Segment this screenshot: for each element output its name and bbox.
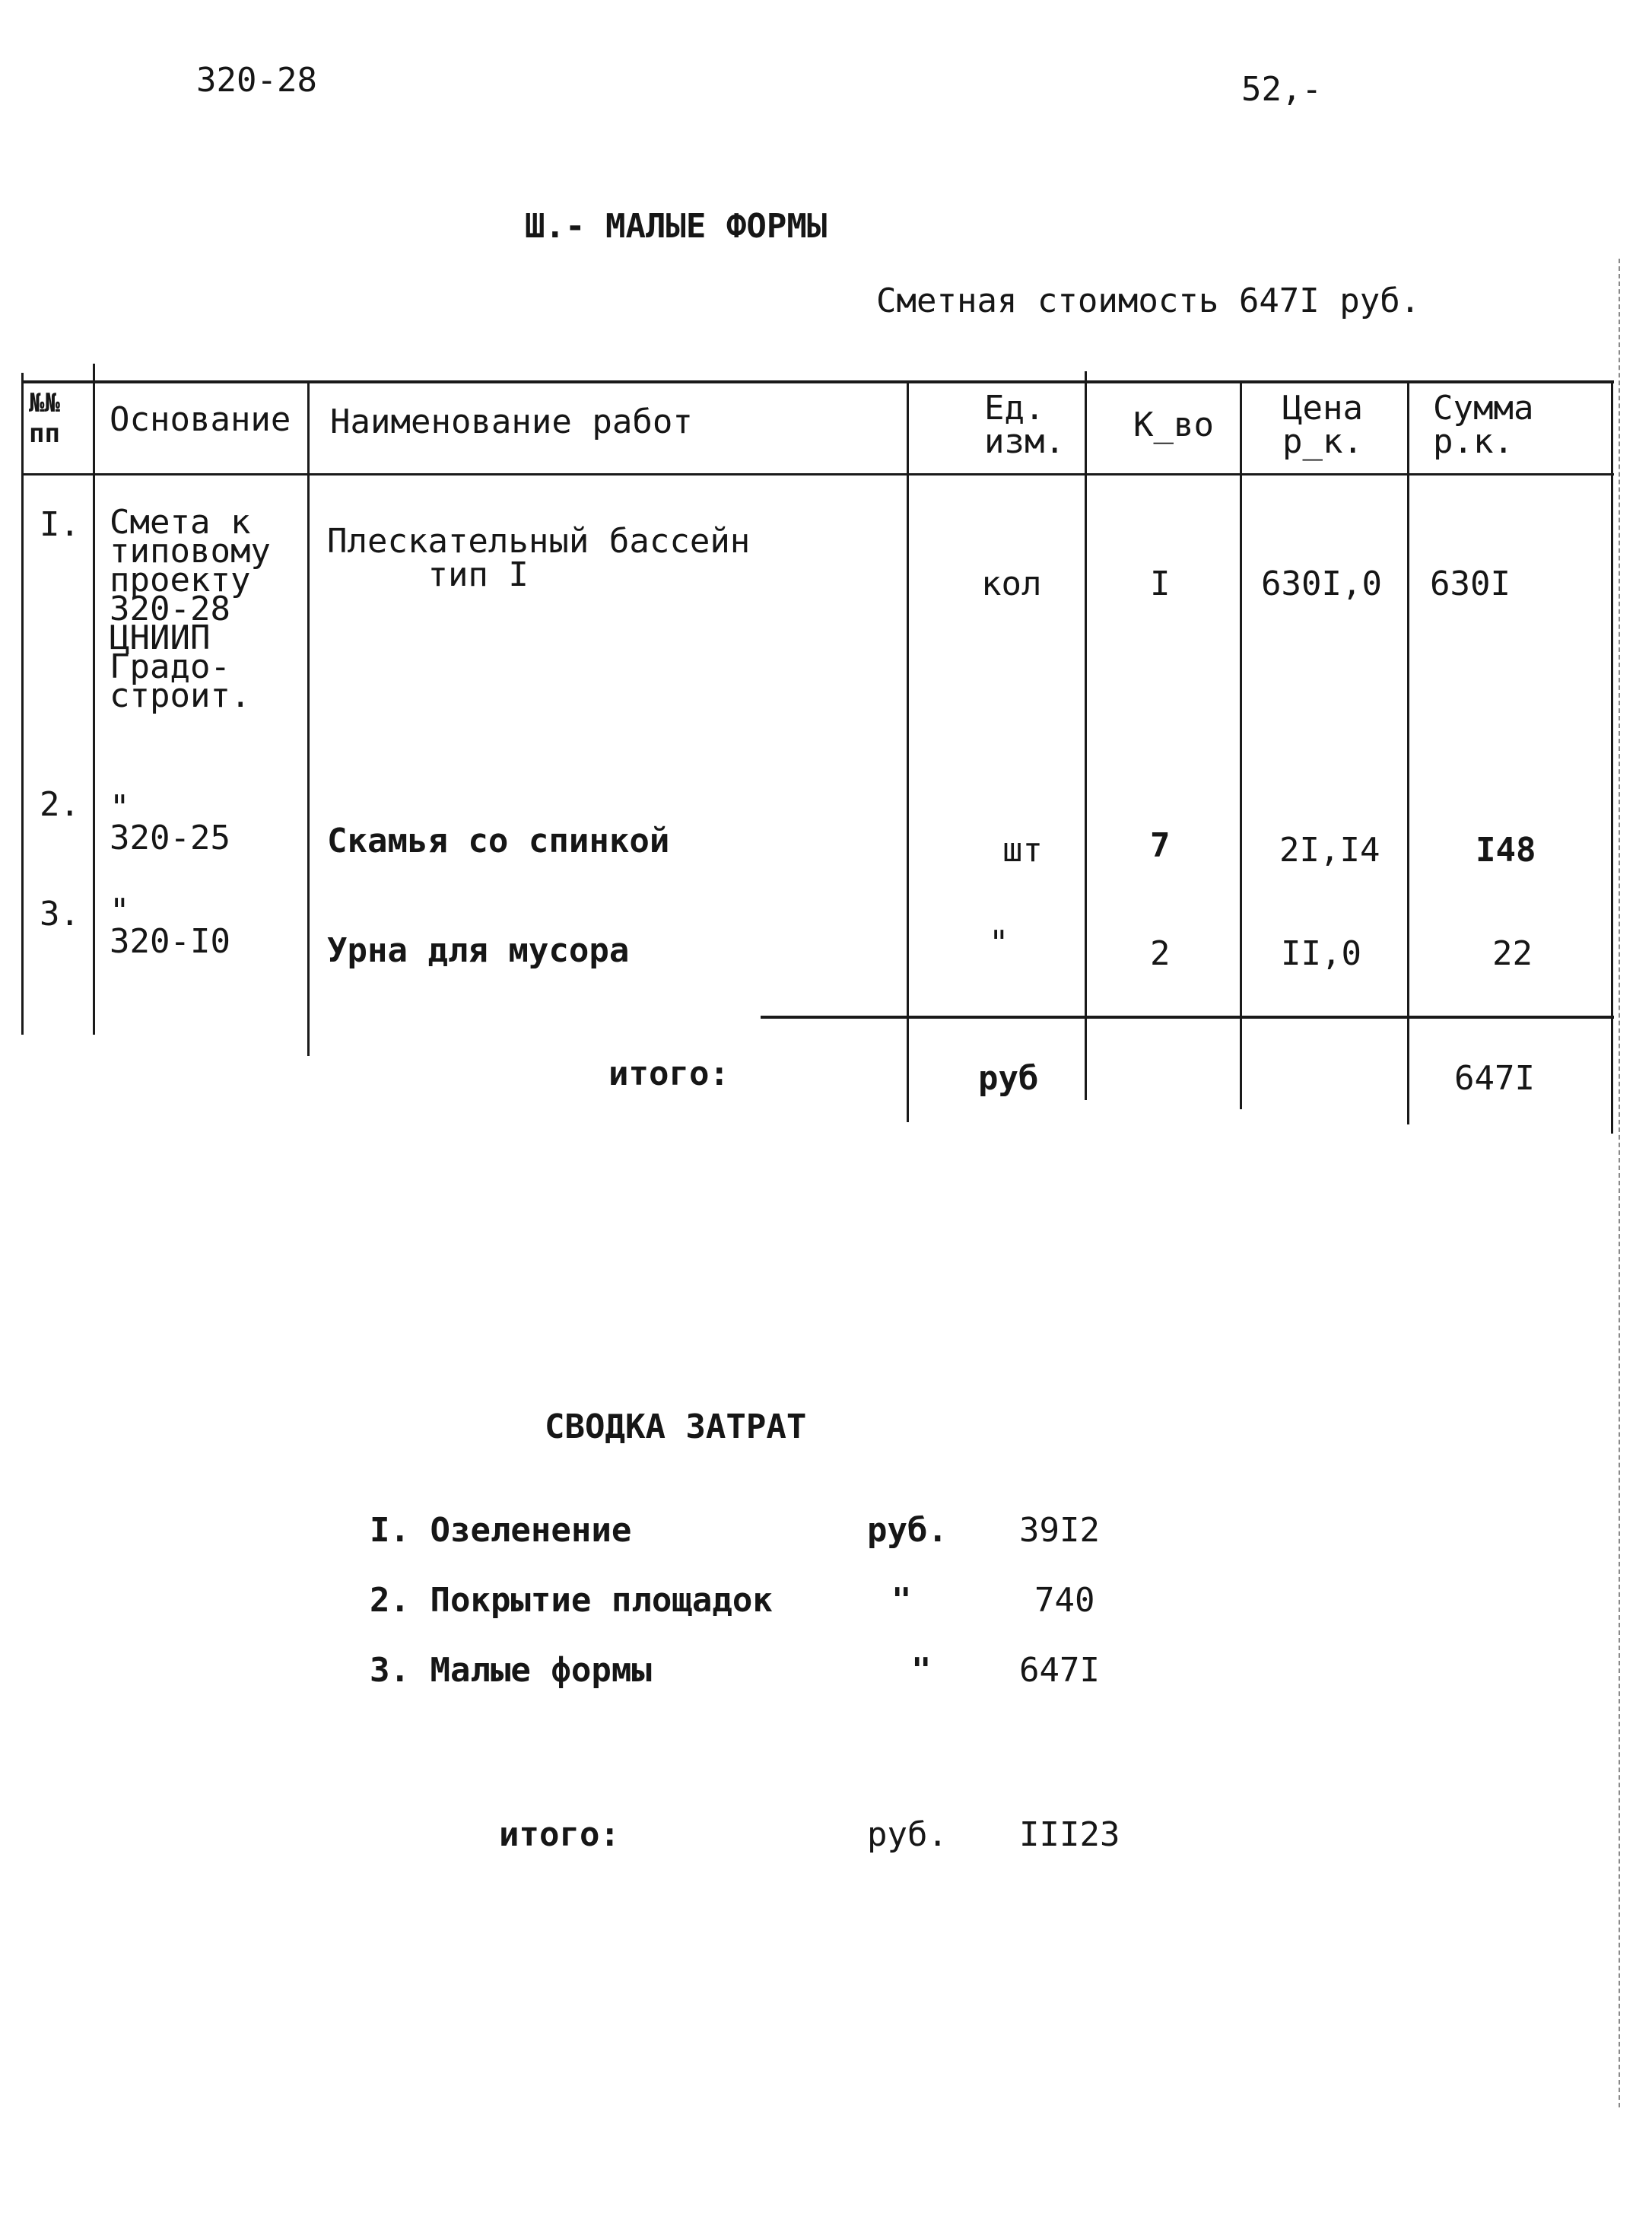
row-quantity: I xyxy=(1150,565,1171,603)
row-work-name: Плескательный бассейн тип I xyxy=(327,522,751,594)
page-edge-line xyxy=(1619,259,1620,2107)
summary-item-value: 39I2 xyxy=(1019,1511,1100,1550)
row-basis: " 320-I0 xyxy=(110,892,230,961)
row-price: II,0 xyxy=(1281,934,1361,973)
row-price: 630I,0 xyxy=(1261,565,1382,603)
header-num: №№ пп xyxy=(29,388,60,449)
summary-total-unit: руб. xyxy=(867,1815,948,1854)
col-line-basis xyxy=(307,380,310,1056)
row-basis: " 320-25 xyxy=(110,788,230,857)
row-sum: 22 xyxy=(1492,934,1533,973)
summary-item-value: 740 xyxy=(1034,1581,1095,1620)
table-top-line xyxy=(23,380,1614,383)
row-unit: шт xyxy=(1002,831,1043,870)
header-bottom-line xyxy=(23,473,1614,475)
col-line-qty xyxy=(1240,380,1242,1109)
section-title: Ш.- МАЛЫЕ ФОРМЫ xyxy=(525,207,828,246)
summary-item-value: 647I xyxy=(1019,1651,1100,1690)
page-number: 52,- xyxy=(1241,70,1322,109)
total-sum: 647I xyxy=(1454,1059,1535,1098)
summary-item-unit: " xyxy=(911,1651,932,1690)
header-unit: Ед. изм. xyxy=(984,389,1065,461)
col-line-name xyxy=(907,380,909,1122)
col-line-price xyxy=(1407,380,1409,1124)
row-unit: " xyxy=(989,924,1009,962)
row-quantity: 2 xyxy=(1150,934,1171,973)
summary-item-name: 3. Малые формы xyxy=(370,1651,652,1690)
summary-total-label: итого: xyxy=(499,1815,620,1854)
row-basis: Смета к типовому проекту 320-28 ЦНИИП Градо- строит. xyxy=(110,503,271,715)
row-quantity: 7 xyxy=(1150,826,1171,865)
row-work-name: Урна для мусора xyxy=(327,931,630,970)
summary-title: СВОДКА ЗАТРАТ xyxy=(545,1407,807,1446)
header-qty: К_во xyxy=(1133,406,1214,444)
row-sum: I48 xyxy=(1476,831,1536,870)
row-work-name: Скамья со спинкой xyxy=(327,822,670,860)
summary-item-unit: " xyxy=(891,1581,912,1620)
row-unit: кол xyxy=(981,565,1042,603)
col-line-right xyxy=(1611,380,1613,1134)
header-basis: Основание xyxy=(110,400,291,439)
rows-bottom-line xyxy=(761,1016,1614,1019)
header-sum: Сумма р.к. xyxy=(1433,389,1534,461)
col-line-num xyxy=(93,364,95,1035)
row-number: I. xyxy=(40,505,80,544)
header-name: Наименование работ xyxy=(330,402,693,441)
estimate-cost: Сметная стоимость 647I руб. xyxy=(876,281,1421,320)
row-sum: 630I xyxy=(1430,565,1511,603)
row-number: 3. xyxy=(40,895,80,933)
total-label: итого: xyxy=(608,1054,729,1093)
row-price: 2I,I4 xyxy=(1279,831,1380,870)
header-price: Цена р_к. xyxy=(1282,389,1363,461)
summary-item-name: I. Озеленение xyxy=(370,1511,632,1550)
col-line-unit xyxy=(1085,371,1087,1100)
summary-item-name: 2. Покрытие площадок xyxy=(370,1581,773,1620)
summary-item-unit: руб. xyxy=(867,1511,948,1550)
total-unit: руб xyxy=(978,1059,1039,1098)
row-number: 2. xyxy=(40,785,80,824)
document-code: 320-28 xyxy=(196,61,317,100)
summary-total-value: III23 xyxy=(1019,1815,1120,1854)
col-line-left xyxy=(21,373,24,1035)
